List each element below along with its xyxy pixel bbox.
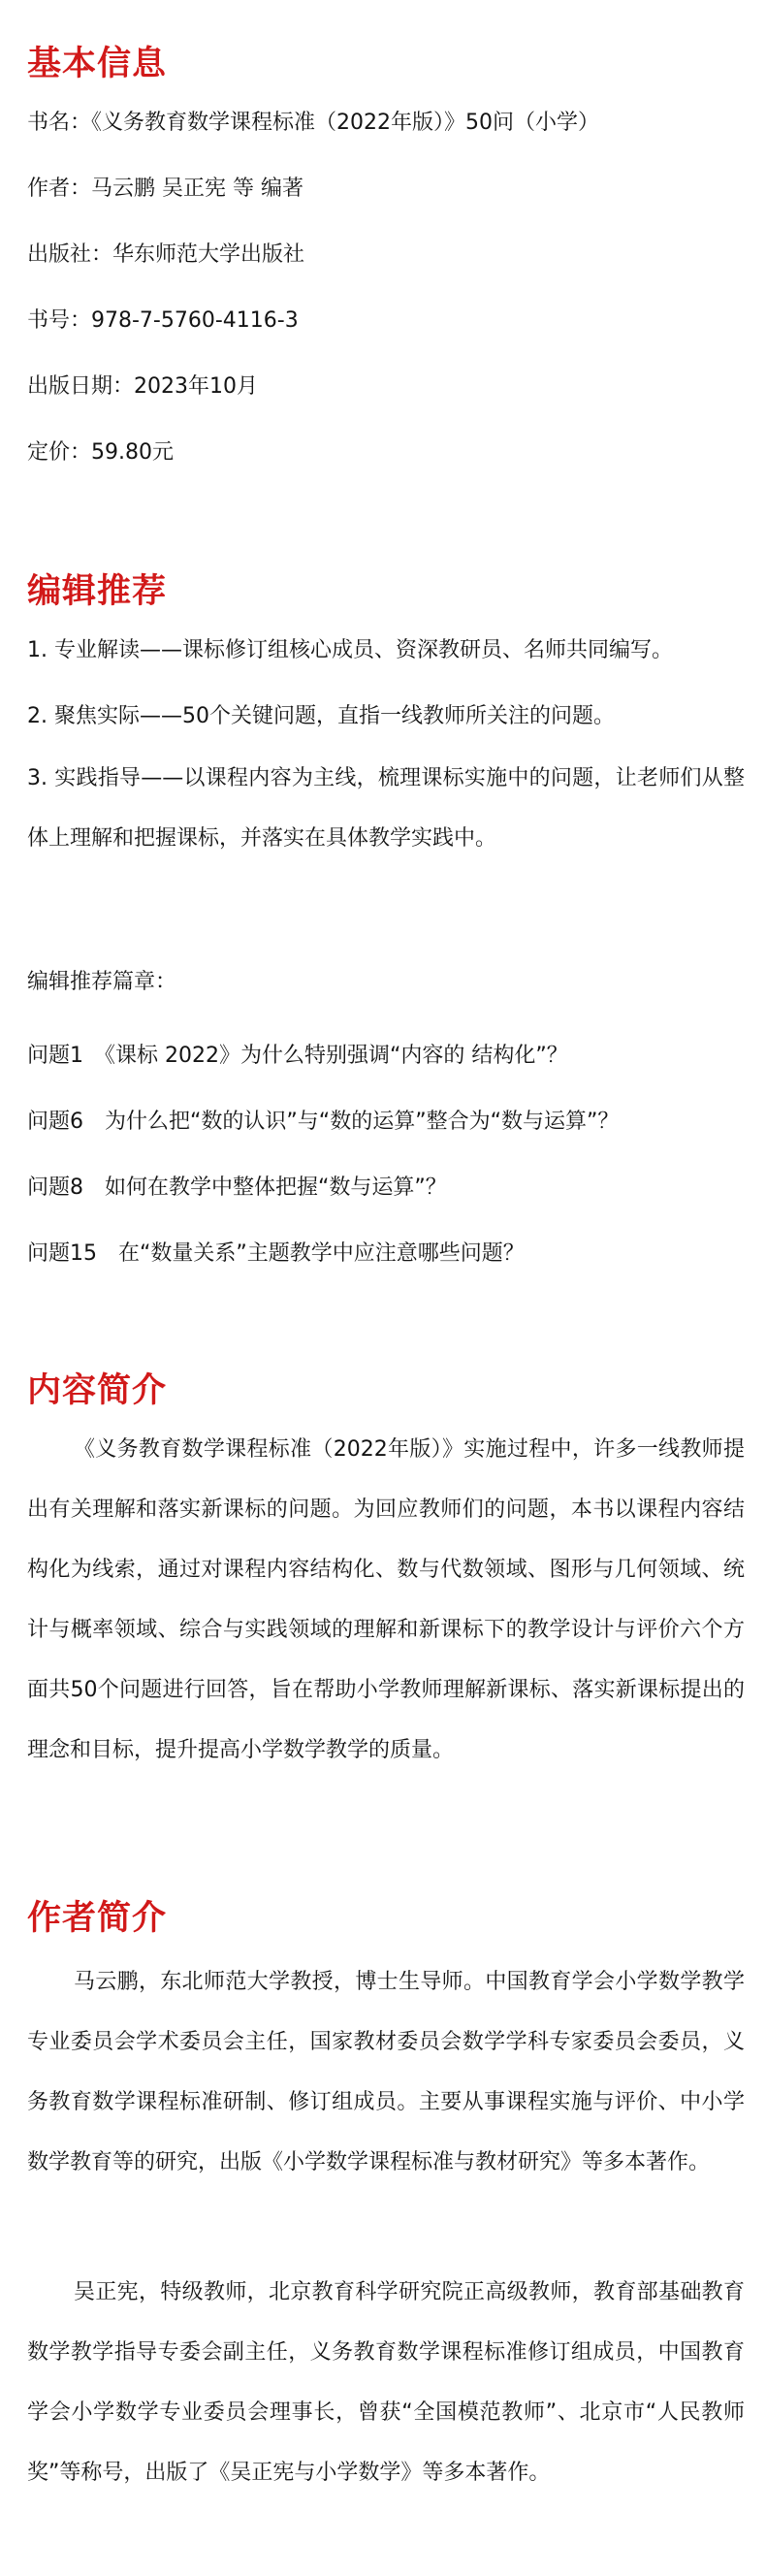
recommended-chapter-item: 问题1 《课标 2022》为什么特别强调“内容的 结构化”？ xyxy=(27,1044,568,1068)
price-line: 定价：59.80元 xyxy=(27,440,174,465)
summary-paragraph: 《义务教育数学课程标准（2022年版）》实施过程中，许多一线教师提出有关理解和落实新课标的问题。为回应教师们的问题，本书以课程内容结构化为线索，通过对课程内容结构化、数与代数领域、图形与几何领域、统计与概率领域、综合与实践领域的理解和新课标下的教学设计与评价六个方面共50个问题进行回答，旨在帮助小学教师理解新课标、落实新课标提出的理念和目标，提升提高小学数学教学的质量。 xyxy=(27,1437,745,1762)
author-bio-paragraph: 吴正宪，特级教师，北京教育科学研究院正高级教师，教育部基础教育数学教学指导专委会副主任，义务教育数学课程标准修订组成员，中国教育学会小学数学专业委员会理事长，曾获“全国模范教师”、北京市“人民教师奖”等称号，出版了《吴正宪与小学数学》等多本著作。 xyxy=(27,2280,745,2485)
section-heading-authors: 作者简介 xyxy=(27,1899,168,1938)
publish-date-line: 出版日期：2023年10月 xyxy=(27,374,258,399)
isbn-line: 书号：978-7-5760-4116-3 xyxy=(27,308,299,333)
recommended-chapter-item: 问题15 在“数量关系”主题教学中应注意哪些问题？ xyxy=(27,1241,525,1266)
book-title-line: 书名：《义务教育数学课程标准（2022年版）》50问（小学） xyxy=(27,111,599,135)
section-heading-summary: 内容简介 xyxy=(27,1371,168,1410)
author-bio-paragraph: 马云鹏，东北师范大学教授，博士生导师。中国教育学会小学数学教学专业委员会学术委员会主任，国家教材委员会数学学科专家委员会委员，义务教育数学课程标准研制、修订组成员。主要从事课程实施与评价、中小学数学教育等的研究，出版《小学数学课程标准与教材研究》等多本著作。 xyxy=(27,1970,745,2174)
publisher-line: 出版社：华东师范大学出版社 xyxy=(27,242,305,267)
author-line: 作者：马云鹏 吴正宪 等 编著 xyxy=(27,177,303,201)
recommend-point-1: 1. 专业解读——课标修订组核心成员、资深教研员、名师共同编写。 xyxy=(27,638,673,662)
recommended-chapters-title: 编辑推荐篇章： xyxy=(27,970,177,994)
recommended-chapter-item: 问题8 如何在教学中整体把握“数与运算”？ xyxy=(27,1175,447,1200)
section-heading-basic-info: 基本信息 xyxy=(27,45,168,83)
section-heading-editor-recommend: 编辑推荐 xyxy=(27,572,168,611)
recommend-point-2: 2. 聚焦实际——50个关键问题，直指一线教师所关注的问题。 xyxy=(27,704,615,728)
recommend-point-3: 3. 实践指导——以课程内容为主线，梳理课标实施中的问题，让老师们从整体上理解和把握课标，并落实在具体教学实践中。 xyxy=(27,766,745,851)
recommended-chapter-item: 问题6 为什么把“数的认识”与“数的运算”整合为“数与运算”？ xyxy=(27,1110,620,1134)
